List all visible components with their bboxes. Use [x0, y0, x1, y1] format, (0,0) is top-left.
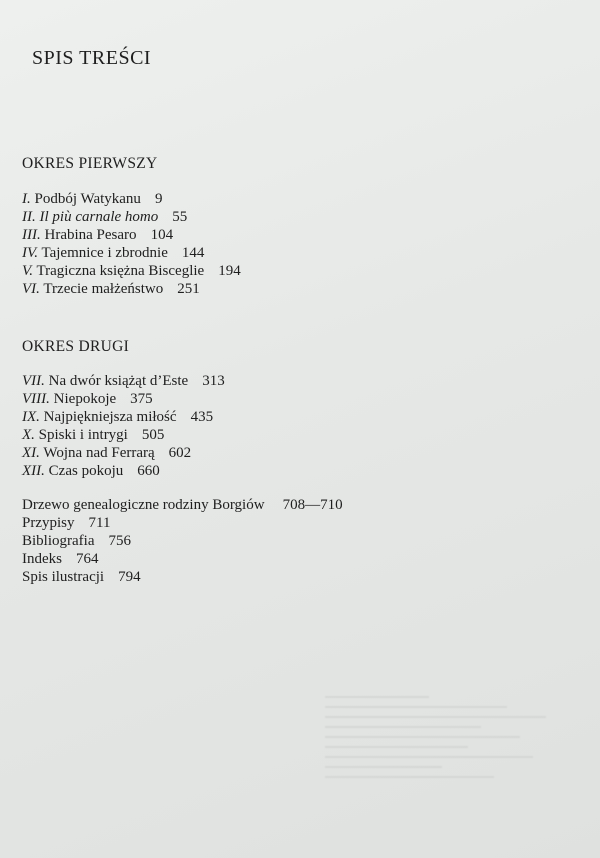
- chapter-title: Czas pokoju: [48, 463, 124, 479]
- chapter-title: Niepokoje: [53, 391, 117, 407]
- bleed-through-text: [325, 688, 585, 786]
- toc-entry: [22, 462, 225, 480]
- toc-list-part-one: [22, 190, 241, 298]
- section-heading-part-two: OKRES DRUGI: [22, 338, 130, 355]
- chapter-number: X.: [22, 427, 35, 443]
- chapter-title: Tajemnice i zbrodnie: [41, 245, 168, 261]
- chapter-title: Il più carnale homo: [39, 209, 159, 225]
- chapter-number: IX.: [22, 409, 40, 425]
- chapter-title: Tragiczna księżna Bisceglie: [36, 263, 205, 279]
- toc-entry: [22, 372, 225, 390]
- section-heading-part-one: OKRES PIERWSZY: [22, 155, 158, 172]
- page-number: 194: [218, 263, 241, 279]
- chapter-title: Podbój Watykanu: [34, 191, 141, 207]
- chapter-title: Wojna nad Ferrarą: [43, 445, 155, 461]
- toc-entry: [22, 532, 343, 550]
- page-number: 435: [190, 409, 214, 425]
- toc-entry: [22, 514, 343, 532]
- toc-entry: [22, 280, 241, 298]
- page-number: 9: [154, 191, 163, 207]
- appendix-title: Drzewo genealogiczne rodziny Borgiów: [22, 497, 265, 513]
- chapter-number: XII.: [22, 463, 45, 479]
- toc-entry: [22, 426, 225, 444]
- page-number: 505: [141, 427, 165, 443]
- page-number: 375: [130, 391, 153, 407]
- page-number: 313: [202, 373, 225, 389]
- chapter-number: I.: [22, 191, 31, 207]
- toc-entry: [22, 190, 241, 208]
- chapter-number: V.: [22, 263, 33, 279]
- chapter-number: VII.: [22, 373, 45, 389]
- page-number: 602: [168, 445, 192, 461]
- chapter-number: XI.: [22, 445, 40, 461]
- appendix-title: Spis ilustracji: [22, 569, 105, 585]
- page-number: 711: [88, 515, 111, 531]
- chapter-title: Hrabina Pesaro: [44, 227, 137, 243]
- page-number: 660: [137, 463, 160, 479]
- page-number: 764: [76, 551, 99, 567]
- toc-entry: [22, 226, 241, 244]
- chapter-number: VI.: [22, 281, 40, 297]
- chapter-title: Spiski i intrygi: [38, 427, 128, 443]
- page-number: 104: [150, 227, 174, 243]
- page-number: 708—710: [282, 497, 343, 513]
- page-number: 55: [172, 209, 188, 225]
- chapter-title: Na dwór książąt d’Este: [48, 373, 189, 389]
- toc-entry: [22, 390, 225, 408]
- toc-entry: [22, 208, 241, 226]
- toc-entry: [22, 568, 343, 586]
- page-number: 251: [177, 281, 200, 297]
- chapter-title: Trzecie małżeństwo: [43, 281, 164, 297]
- appendix-title: Indeks: [22, 551, 62, 567]
- appendix-title: Bibliografia: [22, 533, 95, 549]
- chapter-number: III.: [22, 227, 41, 243]
- chapter-number: II.: [22, 209, 36, 225]
- chapter-number: IV.: [22, 245, 38, 261]
- toc-entry: [22, 244, 241, 262]
- page-title: SPIS TREŚCI: [32, 47, 152, 69]
- page-number: 756: [108, 533, 131, 549]
- chapter-title: Najpiękniejsza miłość: [43, 409, 177, 425]
- toc-entry: [22, 262, 241, 280]
- page-number: 794: [118, 569, 141, 585]
- chapter-number: VIII.: [22, 391, 50, 407]
- toc-entry: [22, 550, 343, 568]
- appendix-title: Przypisy: [22, 515, 75, 531]
- toc-list-part-two: [22, 372, 225, 480]
- toc-list-appendix: [22, 496, 343, 586]
- toc-entry: [22, 496, 343, 514]
- page-number: 144: [181, 245, 205, 261]
- toc-entry: [22, 408, 225, 426]
- toc-entry: [22, 444, 225, 462]
